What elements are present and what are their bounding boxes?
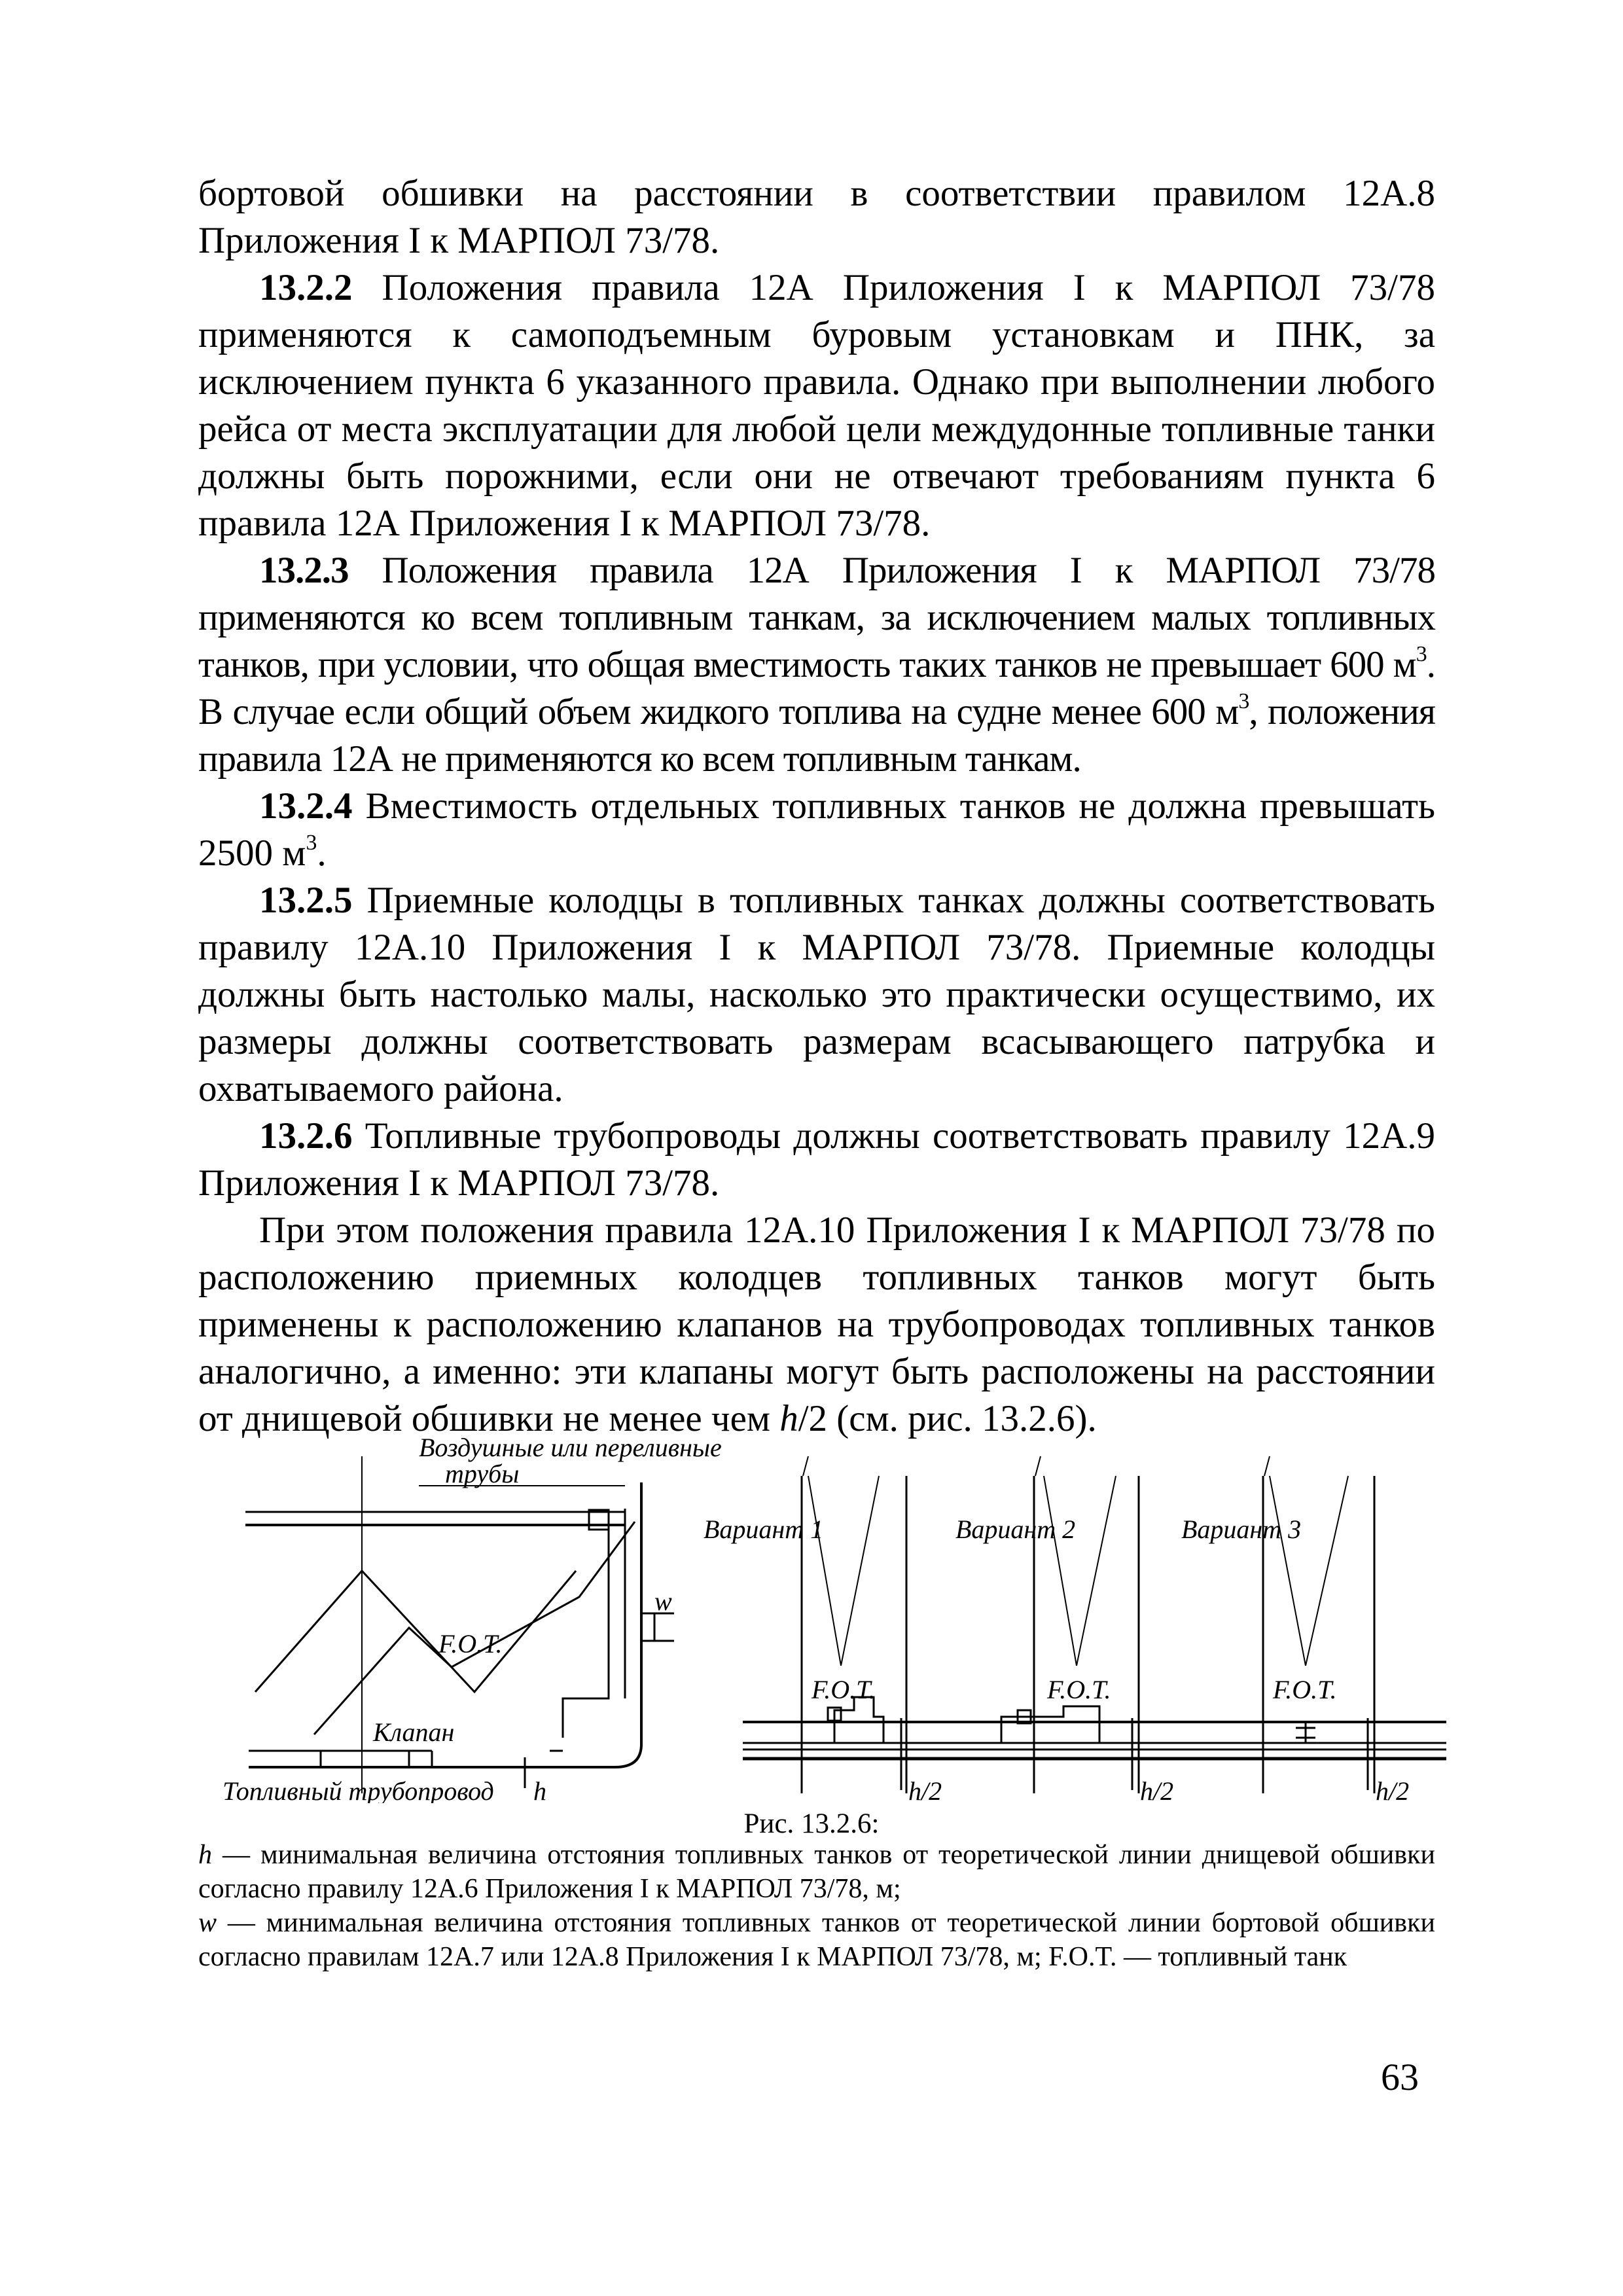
figure-drawing xyxy=(223,1437,1446,1803)
paragraph-13-2-5: 13.2.5 Приемные колодцы в топливных танках должны соответствовать правилу 12А.10 Приложения I к МАРПОЛ 73/78. Приемные колодцы должны быть настолько малы, насколько это практически осуществимо, их размеры должны соответствовать размерам всасывающего патрубка и охватываемого района. xyxy=(198,880,1435,1109)
figure-caption-title: Рис. 13.2.6: xyxy=(743,1808,880,1839)
page-number: 63 xyxy=(1381,2056,1419,2098)
paragraph-continuation: бортовой обшивки на расстоянии в соответствии правилом 12А.8 Приложения I к МАРПОЛ 73/78. xyxy=(198,173,1435,261)
section-number: 13.2.3 xyxy=(259,550,349,591)
section-number: 13.2.5 xyxy=(259,880,353,921)
legend-h: h — минимальная величина отстояния топливных танков от теоретической линии днищевой обшивки согласно правилу 12А.6 Приложения I к МАРПОЛ 73/78, м; xyxy=(198,1840,1435,1904)
paragraph-13-2-6: 13.2.6 Топливные трубопроводы должны соответствовать правилу 12А.9 Приложения I к МАРПОЛ 73/78. xyxy=(198,1115,1435,1204)
label-fot-v3: F.O.T. xyxy=(1273,1675,1337,1704)
label-valve: Клапан xyxy=(373,1717,455,1747)
body-text xyxy=(198,170,1435,1443)
label-air-pipes: Воздушные или переливные xyxy=(419,1437,722,1462)
label-variant-1: Вариант 1 xyxy=(704,1515,824,1544)
label-fot: F.O.T. xyxy=(438,1629,503,1659)
section-number: 13.2.4 xyxy=(259,785,353,827)
label-fuel-pipe: Топливный трубопровод xyxy=(223,1776,494,1803)
label-variant-2: Вариант 2 xyxy=(955,1515,1076,1544)
paragraph-13-2-3: 13.2.3 Положения правила 12А Приложения I к МАРПОЛ 73/78 применяются ко всем топливным танкам, за исключением малых топливных танков, при условии, что общая вместимость таких танков не превышает 600 $м^3$. В случае если общий объем жидкого топлива на судне менее 600 $м^3$, положения правила 12А не применяются ко всем топливным танкам. xyxy=(198,550,1435,780)
label-fot-v1: F.O.T. xyxy=(812,1675,876,1704)
label-h2-v1: h/2 xyxy=(908,1776,942,1803)
paragraph-13-2-2: 13.2.2 Положения правила 12А Приложения I к МАРПОЛ 73/78 применяются к самоподъемным буровым установкам и ПНК, за исключением пункта 6 указанного правила. Однако при выполнении любого рейса от места эксплуатации для любой цели междудонные топливные танки должны быть порожними, если они не отвечают требованиям пункта 6 правила 12А Приложения I к МАРПОЛ 73/78. xyxy=(198,267,1435,544)
label-h2-v3: h/2 xyxy=(1376,1776,1410,1803)
label-h: h xyxy=(533,1776,546,1803)
paragraph-valves: При этом положения правила 12А.10 Приложения I к МАРПОЛ 73/78 по расположению приемных колодцев топливных танков могут быть применены к расположению клапанов на трубопроводах топливных танков аналогично, а именно: эти клапаны могут быть расположены на расстоянии от днищевой обшивки не менее чем h/2 (см. рис. 13.2.6). xyxy=(198,1210,1435,1439)
legend-w: w — минимальная величина отстояния топливных танков от теоретической линии бортовой обшивки согласно правилам 12А.7 или 12А.8 Приложения I к МАРПОЛ 73/78, м; F.O.T. — топливный танк xyxy=(198,1908,1435,1972)
section-number: 13.2.2 xyxy=(259,267,353,308)
label-h2-v2: h/2 xyxy=(1140,1776,1174,1803)
label-air-pipes-2: трубы xyxy=(445,1459,520,1488)
label-w: w xyxy=(654,1587,672,1616)
figure-legend xyxy=(198,1838,1435,1974)
figure-13-2-6 xyxy=(223,1437,1446,1803)
label-variant-3: Вариант 3 xyxy=(1181,1515,1302,1544)
section-number: 13.2.6 xyxy=(259,1115,353,1157)
paragraph-13-2-4: 13.2.4 Вместимость отдельных топливных танков не должна превышать 2500 $м^3$. xyxy=(198,785,1435,874)
label-fot-v2: F.O.T. xyxy=(1047,1675,1111,1704)
